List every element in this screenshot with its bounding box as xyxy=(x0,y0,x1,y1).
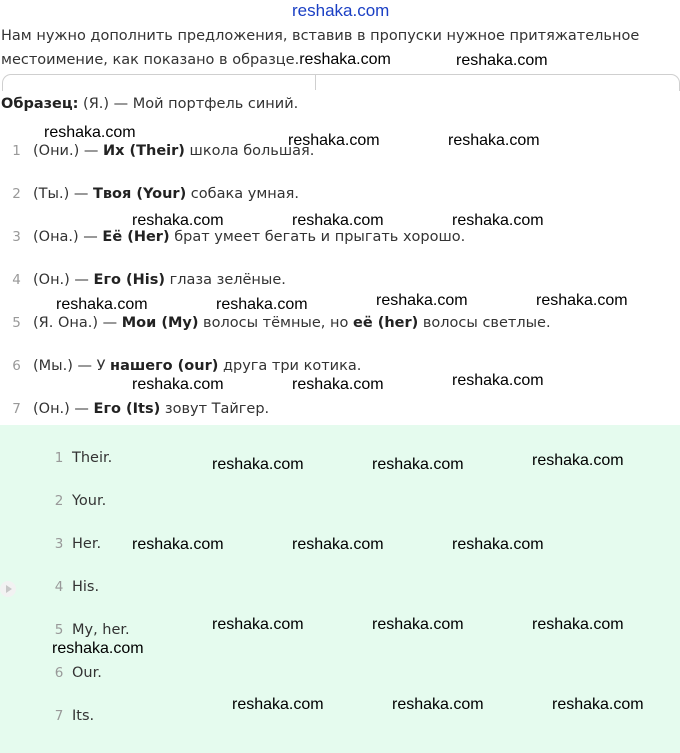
answer-row xyxy=(46,665,102,681)
sentence-number: 4 xyxy=(12,272,21,288)
sentence-prefix: (Он.) — xyxy=(33,272,94,288)
answer-text: Your. xyxy=(72,493,107,509)
sample-text: (Я.) — Мой портфель синий. xyxy=(78,96,299,112)
sentence-answer: Её (Her) xyxy=(102,229,170,245)
sentence-prefix: (Она.) — xyxy=(33,229,103,245)
watermark: reshaka.com xyxy=(292,536,384,553)
sentence-suffix: глаза зелёные. xyxy=(165,272,286,288)
watermark: reshaka.com xyxy=(376,292,468,309)
sample-label: Образец: xyxy=(1,96,79,112)
watermark: reshaka.com xyxy=(52,640,144,657)
sentence-suffix: волосы светлые. xyxy=(418,315,551,331)
sentence-row xyxy=(0,143,314,159)
answer-text: His. xyxy=(72,579,100,595)
answer-number: 5 xyxy=(54,622,64,638)
play-icon[interactable] xyxy=(0,581,16,597)
answer-number: 4 xyxy=(54,579,64,595)
watermark: reshaka.com xyxy=(452,372,544,389)
sentence-suffix: собака умная. xyxy=(186,186,299,202)
watermark: reshaka.com xyxy=(212,456,304,473)
answer-text: Their. xyxy=(72,450,113,466)
sentence-prefix: (Он.) — xyxy=(33,401,94,417)
answer-row xyxy=(46,493,106,509)
sentence-number: 5 xyxy=(12,315,21,331)
watermark: reshaka.com xyxy=(456,52,548,69)
site-header-link[interactable]: reshaka.com xyxy=(292,1,390,20)
answer-row xyxy=(46,579,99,595)
answer-row xyxy=(46,622,130,638)
sentence-number: 7 xyxy=(12,401,21,417)
tabs-divider-mid xyxy=(315,74,316,90)
sentence-answer: Его (His) xyxy=(93,272,166,288)
sentence-suffix: школа большая. xyxy=(184,143,315,159)
watermark: reshaka.com xyxy=(452,536,544,553)
sentence-row xyxy=(0,315,551,331)
answer-number: 6 xyxy=(54,665,64,681)
sentence-prefix: (Мы.) — У xyxy=(33,358,111,374)
sentence-number: 6 xyxy=(12,358,21,374)
watermark: reshaka.com xyxy=(212,616,304,633)
answer-text: Its. xyxy=(72,708,95,724)
answer-number: 7 xyxy=(54,708,64,724)
sentence-answer-2: её (her) xyxy=(352,315,419,331)
answer-number: 3 xyxy=(54,536,64,552)
watermark: reshaka.com xyxy=(132,536,224,553)
sentence-row xyxy=(0,272,286,288)
sample-line xyxy=(1,96,298,112)
watermark: reshaka.com xyxy=(452,212,544,229)
watermark: reshaka.com xyxy=(216,296,308,313)
sentence-suffix: друга три котика. xyxy=(218,358,362,374)
answer-row xyxy=(46,450,112,466)
sentence-answer: Их (Their) xyxy=(102,143,185,159)
sentence-answer: Мои (My) xyxy=(121,315,199,331)
tabs-divider xyxy=(2,74,680,91)
sentence-suffix: зовут Тайгер. xyxy=(160,401,270,417)
sentence-row xyxy=(0,358,361,374)
sentence-middle: волосы тёмные, но xyxy=(198,315,353,331)
answer-number: 2 xyxy=(54,493,64,509)
watermark: reshaka.com xyxy=(232,696,324,713)
sentence-prefix: (Ты.) — xyxy=(33,186,93,202)
watermark: reshaka.com xyxy=(372,616,464,633)
answer-text: My, her. xyxy=(72,622,130,638)
watermark: reshaka.com xyxy=(44,124,136,141)
answer-text: Her. xyxy=(72,536,102,552)
watermark: reshaka.com xyxy=(299,51,391,68)
sentence-prefix: (Я. Она.) — xyxy=(33,315,122,331)
task-instructions xyxy=(1,24,676,72)
watermark: reshaka.com xyxy=(288,132,380,149)
sentence-number: 2 xyxy=(12,186,21,202)
sentence-number: 3 xyxy=(12,229,21,245)
watermark: reshaka.com xyxy=(132,376,224,393)
instructions-text: Нам нужно дополнить предложения, вставив в пропуски нужное притяжательное местоимение, как показано в образце. xyxy=(1,28,640,68)
watermark: reshaka.com xyxy=(532,616,624,633)
sentence-suffix: брат умеет бегать и прыгать хорошо. xyxy=(169,229,466,245)
sentence-prefix: (Они.) — xyxy=(33,143,103,159)
watermark: reshaka.com xyxy=(292,376,384,393)
answer-number: 1 xyxy=(54,450,64,466)
watermark: reshaka.com xyxy=(448,132,540,149)
watermark: reshaka.com xyxy=(56,296,148,313)
watermark: reshaka.com xyxy=(132,212,224,229)
sentence-row xyxy=(0,229,465,245)
sentence-row xyxy=(0,186,299,202)
answer-row xyxy=(46,708,94,724)
watermark: reshaka.com xyxy=(372,456,464,473)
sentence-answer: нашего (our) xyxy=(110,358,219,374)
answer-row xyxy=(46,536,101,552)
watermark: reshaka.com xyxy=(292,212,384,229)
sentence-row xyxy=(0,401,269,417)
watermark: reshaka.com xyxy=(552,696,644,713)
watermark: reshaka.com xyxy=(536,292,628,309)
watermark: reshaka.com xyxy=(392,696,484,713)
sentence-answer: Его (Its) xyxy=(93,401,161,417)
watermark: reshaka.com xyxy=(532,452,624,469)
sentence-number: 1 xyxy=(12,143,21,159)
sentence-answer: Твоя (Your) xyxy=(92,186,187,202)
answer-text: Our. xyxy=(72,665,102,681)
